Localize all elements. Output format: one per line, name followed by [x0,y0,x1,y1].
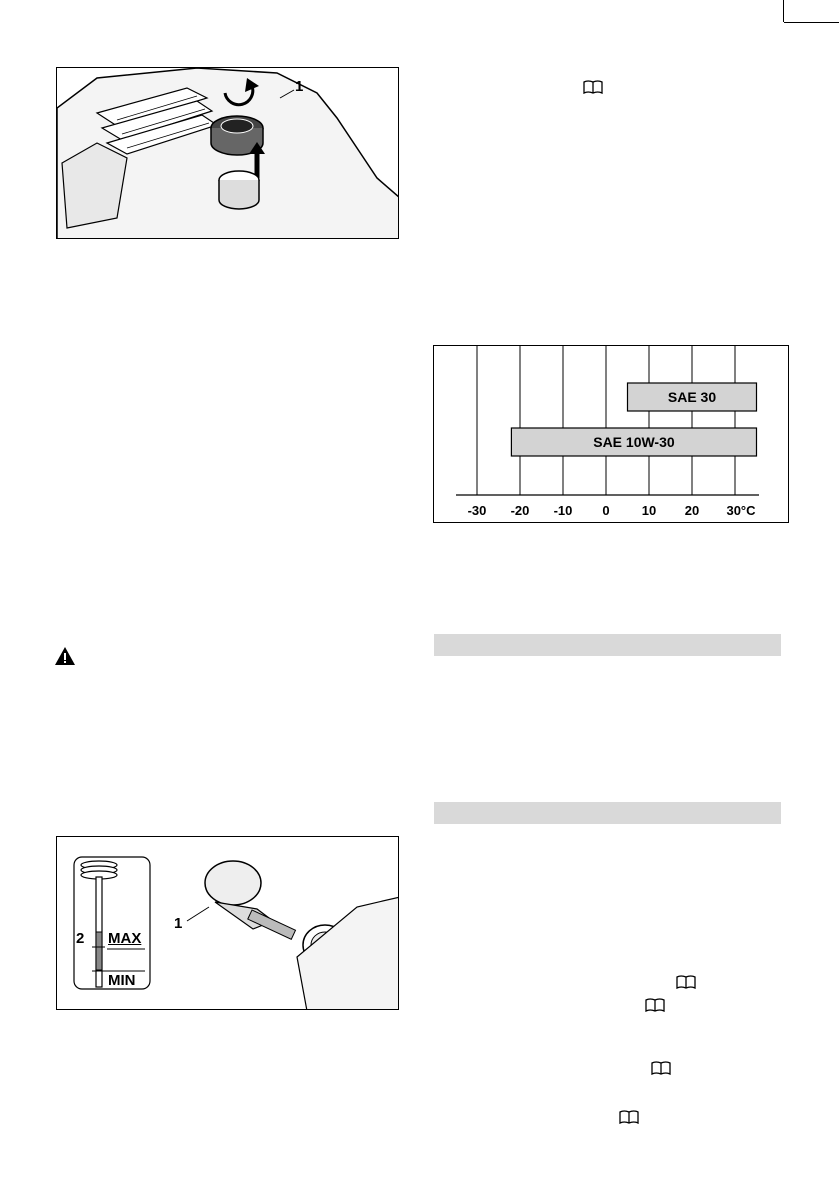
section-header-bar [434,802,781,824]
viscosity-chart [433,345,789,523]
book-reference-icon [583,80,603,99]
callout-1: 1 [174,915,183,932]
x-tick-label: -20 [510,503,530,518]
oil-filler-cap-illustration [57,68,399,239]
x-tick-label: -10 [553,503,573,518]
figure-oil-filler-cap [56,67,399,239]
viscosity-chart-svg [434,346,789,523]
x-tick-label: 0 [602,503,610,518]
callout-1: 1 [295,78,304,95]
x-tick-label: 10 [641,503,657,518]
crop-mark-top-right-horizontal [784,22,839,23]
section-header-bar [434,634,781,656]
max-label: MAX [108,930,142,947]
book-reference-icon [676,975,696,994]
series-label: SAE 30 [667,389,717,405]
callout-2: 2 [76,930,85,947]
series-label: SAE 10W-30 [593,434,675,450]
min-label: MIN [108,972,136,989]
book-reference-icon [651,1061,671,1080]
crop-mark-top-right-vertical [783,0,784,22]
x-tick-label: -30 [467,503,487,518]
book-reference-icon [619,1110,639,1129]
x-tick-label: 30°C [726,503,756,518]
x-tick-label: 20 [684,503,700,518]
book-reference-icon [645,998,665,1017]
figure-dipstick [56,836,399,1010]
warning-icon [54,646,76,671]
